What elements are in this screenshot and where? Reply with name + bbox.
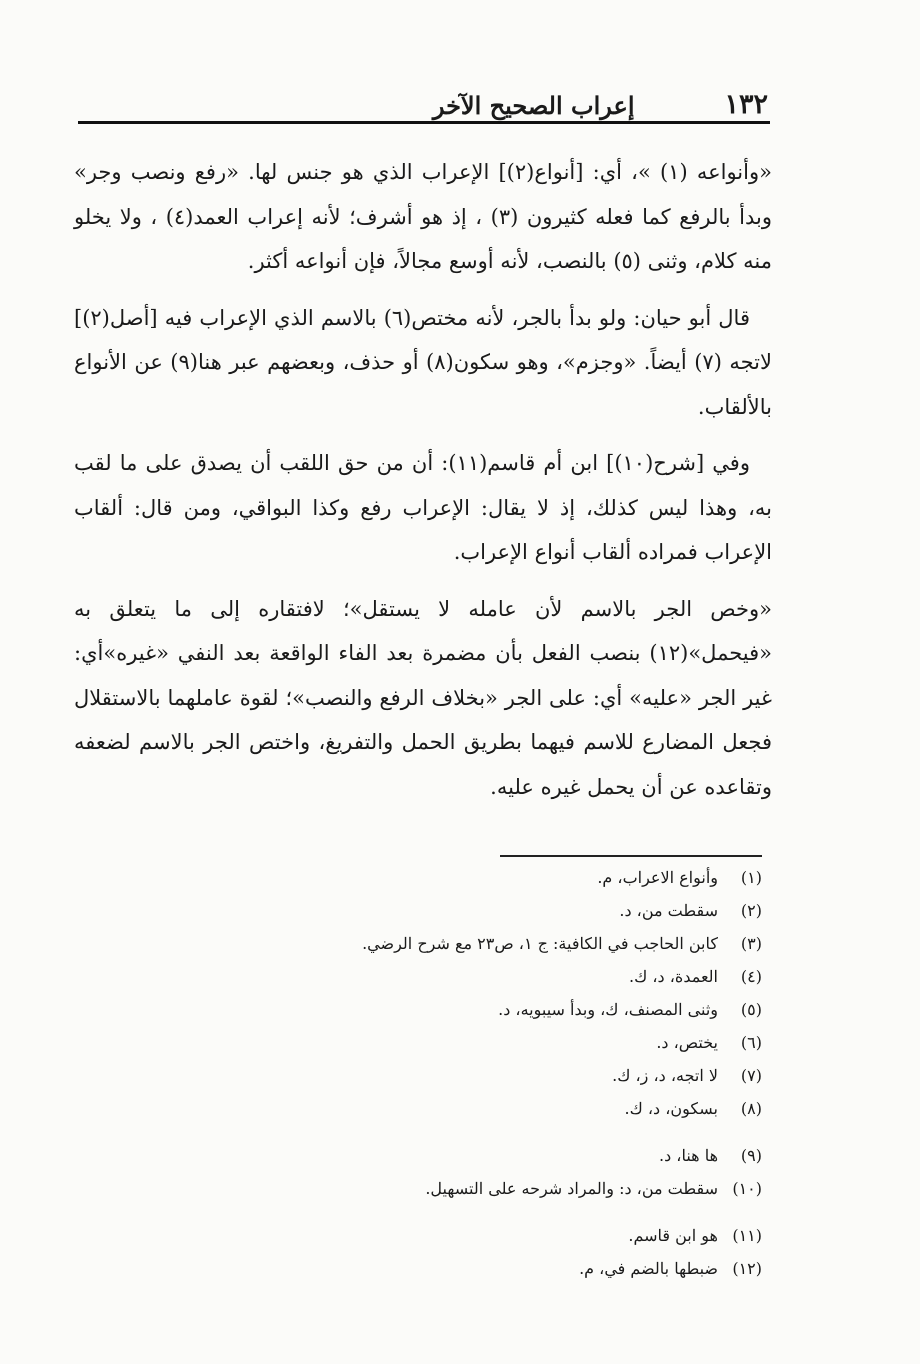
footnote xyxy=(180,868,762,901)
footnote-rule xyxy=(500,855,762,857)
paragraph: «وأنواعه (١) »، أي: [أنواع(٢)] الإعراب الذي هو جنس لها. «رفع ونصب وجر» وبدأ بالرفع كما فعله كثيرون (٣) ، إذ هو أشرف؛ لأنه إعراب العمد(٤) ، ولا يخلو منه كلام، وثنى (٥) بالنصب، لأنه أوسع مجالاً، فإن أنواعه أكثر. xyxy=(74,160,772,273)
footnote-text: وأنواع الاعراب، م. xyxy=(597,868,718,887)
footnote-number: (٨) xyxy=(740,1099,762,1118)
footnote-text: العمدة، د، ك. xyxy=(629,967,718,986)
paragraph: وفي [شرح(١٠)] ابن أم قاسم(١١): أن من حق اللقب أن يصدق على ما لقب به، وهذا ليس كذلك، إذ لا يقال: الإعراب رفع وكذا البواقي، ومن قال: ألقاب الإعراب فمراده ألقاب أنواع الإعراب. xyxy=(74,451,772,564)
page-header xyxy=(78,84,768,120)
footnote-number: (٢) xyxy=(740,901,762,920)
footnotes xyxy=(180,868,762,1292)
footnote-text: لا اتجه، د، ز، ك. xyxy=(612,1066,718,1085)
footnote-number: (٤) xyxy=(740,967,762,986)
footnote xyxy=(180,1146,762,1179)
footnote-text: ضبطها بالضم في، م. xyxy=(579,1259,718,1278)
footnote xyxy=(180,1066,762,1099)
main-text xyxy=(74,150,772,809)
footnote xyxy=(180,934,762,967)
page-number: ١٣٢ xyxy=(724,89,768,120)
footnote-number: (١٠) xyxy=(732,1179,762,1198)
footnote-number: (٦) xyxy=(740,1033,762,1052)
footnote-text: سقطت من، د. xyxy=(619,901,718,920)
running-title: إعراب الصحيح الآخر xyxy=(432,91,635,120)
footnote-number: (١١) xyxy=(732,1226,762,1245)
footnote xyxy=(180,1259,762,1292)
footnote-text: يختص، د. xyxy=(656,1033,718,1052)
footnote-number: (٥) xyxy=(740,1000,762,1019)
footnote xyxy=(180,1099,762,1132)
footnote-text: وثنى المصنف، ك، وبدأ سيبويه، د. xyxy=(498,1000,718,1019)
footnote-number: (١) xyxy=(740,868,762,887)
paragraph: «وخص الجر بالاسم لأن عامله لا يستقل»؛ لافتقاره إلى ما يتعلق به «فيحمل»(١٢) بنصب الفعل بأن مضمرة بعد الفاء الواقعة بعد النفي «غيره»أي: غير الجر «عليه» أي: على الجر «بخلاف الرفع والنصب»؛ لقوة عاملهما بالاستقلال فجعل المضارع للاسم فيهما بطريق الحمل والتفريغ، واختص الجر بالاسم لضعفه وتقاعده عن أن يحمل غيره عليه. xyxy=(74,596,772,799)
footnote-text: سقطت من، د: والمراد شرحه على التسهيل. xyxy=(425,1179,718,1198)
footnote-text: ها هنا، د. xyxy=(659,1146,718,1165)
footnote-text: هو ابن قاسم. xyxy=(628,1226,718,1245)
footnote-number: (١٢) xyxy=(732,1259,762,1278)
footnote-number: (٩) xyxy=(740,1146,762,1165)
footnote xyxy=(180,901,762,934)
footnote xyxy=(180,967,762,1000)
footnote xyxy=(180,1033,762,1066)
footnote xyxy=(180,1000,762,1033)
footnote-text: كابن الحاجب في الكافية: ج ١، ص٢٣ مع شرح الرضي. xyxy=(362,934,718,953)
footnote xyxy=(180,1226,762,1259)
footnote xyxy=(180,1179,762,1212)
footnote-number: (٣) xyxy=(740,934,762,953)
paragraph: قال أبو حيان: ولو بدأ بالجر، لأنه مختص(٦) بالاسم الذي الإعراب فيه [أصل(٢)] لاتجه (٧) أيضاً. «وجزم»، وهو سكون(٨) أو حذف، وبعضهم عبر هنا(٩) عن الأنواع بالألقاب. xyxy=(74,305,772,419)
footnote-text: بسكون، د، ك. xyxy=(624,1099,718,1118)
header-rule xyxy=(78,121,770,124)
footnote-number: (٧) xyxy=(740,1066,762,1085)
